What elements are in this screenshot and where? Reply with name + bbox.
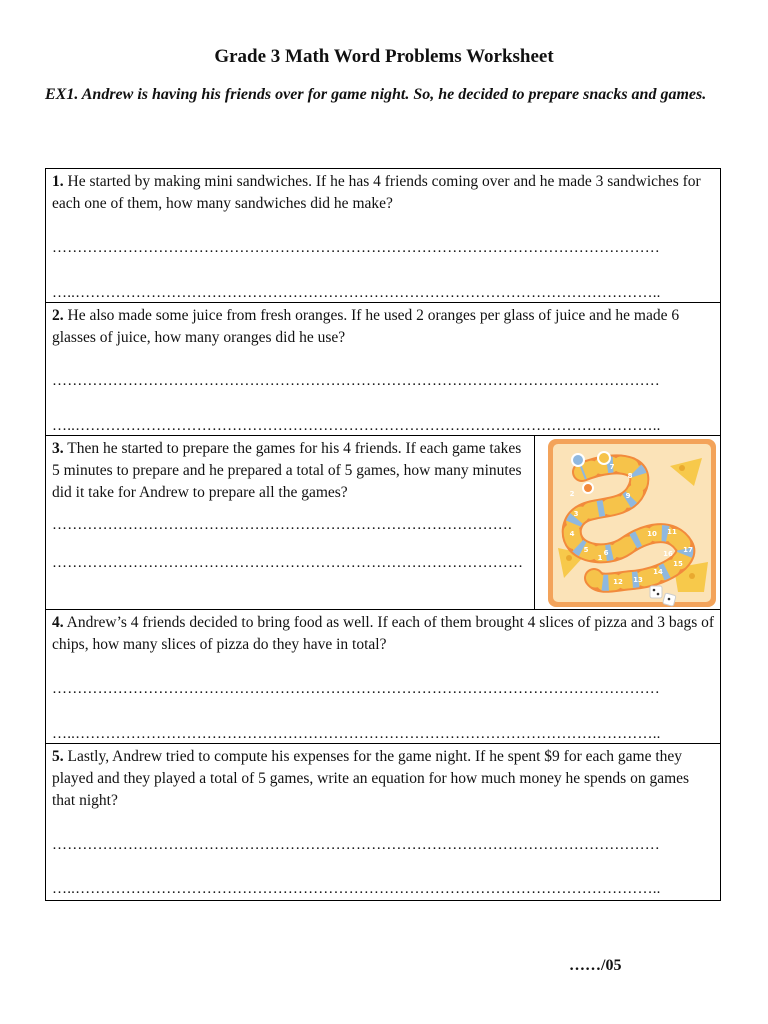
questions-table xyxy=(45,168,721,901)
board-game-illustration xyxy=(542,436,720,610)
question-text: Lastly, Andrew tried to compute his expenses for the game night. If he spent $9 for each game they played and they played a total of 5 games, write an equation for how much money he spends on games that night? xyxy=(52,748,690,809)
question-1 xyxy=(46,169,720,303)
answer-line-2[interactable]: …..…………………………………………………………………………………………………….. xyxy=(52,285,661,301)
board-number: 11 xyxy=(667,528,677,536)
answer-line-1[interactable]: ………………………………………………………………………………………………………… xyxy=(52,681,660,697)
board-number: 14 xyxy=(653,568,663,576)
question-number: 3. xyxy=(52,440,64,457)
board-number: 7 xyxy=(609,463,615,471)
question-5 xyxy=(46,744,720,900)
board-number: 6 xyxy=(603,549,609,557)
board-number: 17 xyxy=(683,546,693,554)
dice-icon xyxy=(650,586,662,598)
answer-line-1[interactable]: ………………………………………………………………………………………………………… xyxy=(52,837,660,853)
question-number: 2. xyxy=(52,307,64,324)
question-text: Andrew’s 4 friends decided to bring food as well. If each of them brought 4 slices of pizza and 3 bags of chips, how many slices of pizza do they have in total? xyxy=(52,614,715,653)
question-number: 1. xyxy=(52,173,64,190)
question-3 xyxy=(46,436,720,610)
score-box: ……/05 xyxy=(569,957,622,974)
board-number: 12 xyxy=(613,578,623,586)
answer-line-1[interactable]: ………………………………………………………………………………………………………… xyxy=(52,240,660,256)
answer-line-2[interactable]: …..…………………………………………………………………………………………………….. xyxy=(52,881,661,897)
question-3-text-cell xyxy=(46,436,535,610)
board-number: 4 xyxy=(569,530,575,538)
question-text: He started by making mini sandwiches. If he has 4 friends coming over and he made 3 sandwiches for each one of them, how many sandwiches did he make? xyxy=(52,173,701,212)
exercise-intro: EX1. Andrew is having his friends over for game night. So, he decided to prepare snacks and games. xyxy=(45,86,707,103)
question-text: Then he started to prepare the games for his 4 friends. If each game takes 5 minutes to prepare and he prepared a total of 5 games, how many minutes did it take for Andrew to prepare all the games? xyxy=(52,440,522,501)
question-4 xyxy=(46,610,720,744)
token-icon xyxy=(572,454,584,466)
question-number: 5. xyxy=(52,748,64,765)
board-number: 3 xyxy=(573,510,579,518)
answer-line-2[interactable]: ………………………………………………………………………………… xyxy=(52,555,524,571)
board-number: 13 xyxy=(633,576,643,584)
board-game-icon xyxy=(542,436,720,610)
token-icon xyxy=(583,483,593,493)
board-number: 2 xyxy=(569,490,575,498)
board-number: 10 xyxy=(647,530,657,538)
board-number: 9 xyxy=(625,492,631,500)
board-number: 16 xyxy=(663,550,673,558)
answer-line-2[interactable]: …..…………………………………………………………………………………………………….. xyxy=(52,418,661,434)
answer-line-2[interactable]: …..…………………………………………………………………………………………………….. xyxy=(52,726,661,742)
worksheet-title: Grade 3 Math Word Problems Worksheet xyxy=(214,46,554,67)
answer-line-1[interactable]: ………………………………………………………………………………. xyxy=(52,517,512,533)
token-icon xyxy=(598,452,610,464)
question-number: 4. xyxy=(52,614,64,631)
board-number: 15 xyxy=(673,560,683,568)
board-number: 8 xyxy=(627,472,633,480)
question-text: He also made some juice from fresh oranges. If he used 2 oranges per glass of juice and he made 6 glasses of juice, how many oranges did he use? xyxy=(52,307,680,346)
answer-line-1[interactable]: ………………………………………………………………………………………………………… xyxy=(52,373,660,389)
board-number: 5 xyxy=(583,546,589,554)
question-2 xyxy=(46,303,720,436)
board-number: 1 xyxy=(597,554,603,562)
